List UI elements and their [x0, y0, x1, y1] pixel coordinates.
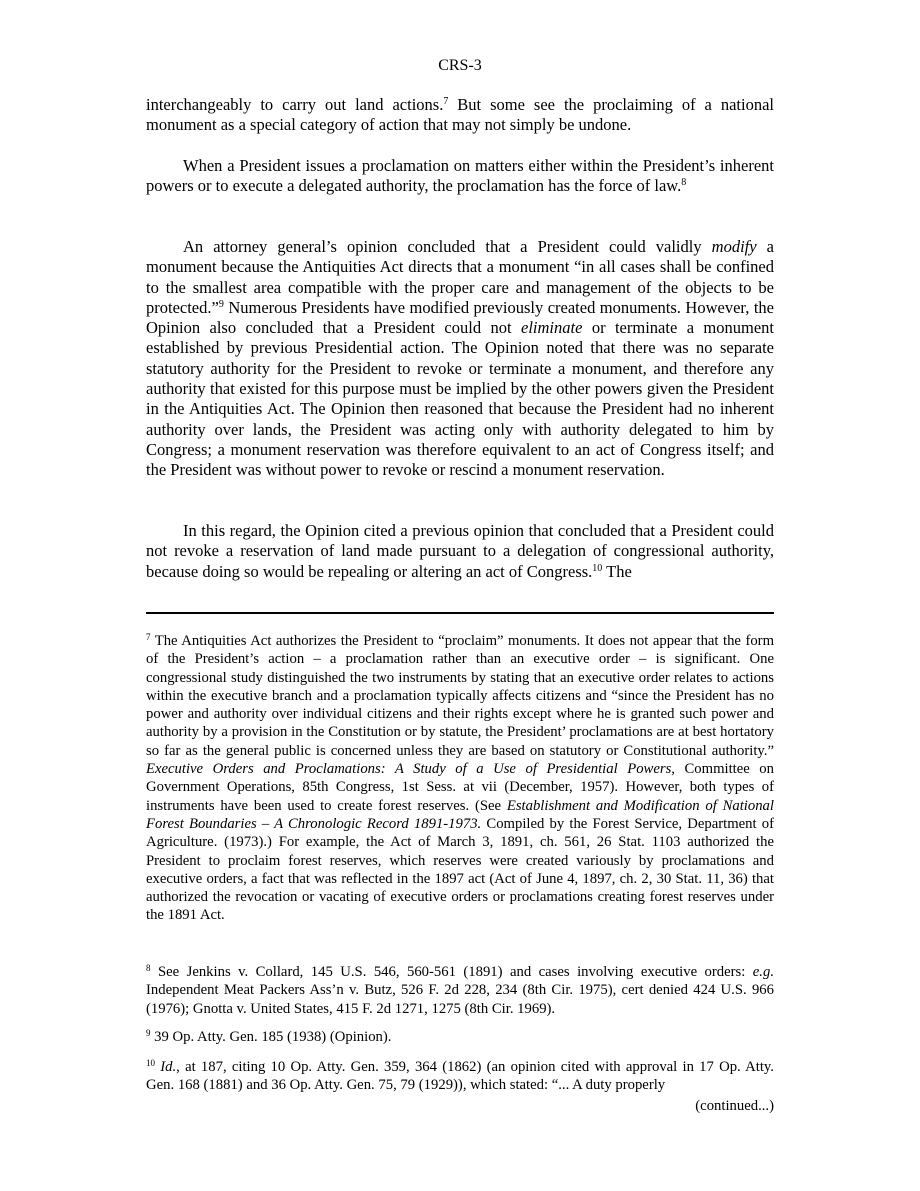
footnote-ref-10[interactable]: 10	[592, 562, 603, 574]
footnote-8	[146, 963, 774, 1018]
p1-text-a: interchangeably to carry out land actions.	[146, 95, 444, 114]
p3-text-b: a monument because the Antiquities Act directs that a monument “in all cases shall be confined to the smallest area compatible with the proper care and management of the objects to be protected.”	[146, 237, 774, 317]
footnote-10-emphasis: Id.	[155, 1059, 177, 1075]
continued-note: (continued...)	[695, 1098, 774, 1114]
footnote-8-text-b: Independent Meat Packers Ass’n v. Butz, 526 F. 2d 228, 234 (8th Cir. 1975), cert denied 424 U.S. 966 (1976); Gnotta v. United States, 415 F. 2d 1271, 1275 (8th Cir. 1969).	[146, 982, 774, 1017]
p3-text-d: or terminate a monument established by previous Presidential action. The Opinion noted that there was no separate statutory authority for the President to revoke or terminate a monument, and therefore any authority that existed for this purpose must be implied by the other powers given the President in the Antiquities Act. The Opinion then reasoned that because the President had no inherent authority over lands, the President was acting only with authority delegated to him by Congress; a monument reservation was therefore equivalent to an act of Congress itself; and the President was without power to revoke or rescind a monument reservation.	[146, 318, 775, 480]
footnote-7-text-b: , Committee on Government Operations, 85th Congress, 1st Sess. at vii (December, 1957). However, both types of instruments have been used to create forest reserves. (See	[146, 761, 774, 814]
paragraph-1	[146, 95, 774, 136]
footnote-8-number: 8	[146, 963, 151, 973]
page-header: CRS-3	[438, 57, 482, 74]
footnote-7-text-a: The Antiquities Act authorizes the President to “proclaim” monuments. It does not appear that the form of the President’s action – a proclamation rather than an executive order – is significant. One congressional study distinguished the two instruments by stating that an executive order relates to actions within the executive branch and a proclamation typically affects citizens and “since the President has no power and authority over individual citizens and their rights except where he is granted such power and authority by a provision in the Constitution or by statute, the President’ proclamations are at best hortatory so far as the general public is concerned unless they are based on statutory or Constitutional authority.”	[146, 633, 774, 759]
p1-text-b: But some see the proclaiming of a national monument as a special category of action that may not simply be undone.	[146, 95, 774, 135]
paragraph-3	[146, 237, 774, 481]
p3-text-a: An attorney general’s opinion concluded that a President could validly	[183, 237, 712, 256]
paragraph-2	[146, 156, 774, 197]
p4-text-a: In this regard, the Opinion cited a previous opinion that concluded that a President could not revoke a reservation of land made pursuant to a delegation of congressional authority, because doing so would be repealing or altering an act of Congress.	[146, 521, 774, 581]
footnote-7	[146, 632, 774, 925]
footnote-10-number: 10	[146, 1058, 155, 1068]
paragraph-4	[146, 521, 774, 582]
p3-text-c: Numerous Presidents have modified previously created monuments. However, the Opinion also concluded that a President could not	[146, 297, 774, 338]
footnote-10-text: , at 187, citing 10 Op. Atty. Gen. 359, 364 (1862) (an opinion cited with approval in 17 Op. Atty. Gen. 168 (1881) and 36 Op. Atty. Gen. 75, 79 (1929)), which stated: “... A duty properly	[146, 1059, 774, 1094]
footnote-10	[146, 1058, 774, 1095]
footnote-9-text: 39 Op. Atty. Gen. 185 (1938) (Opinion).	[150, 1029, 392, 1045]
p3-emphasis-eliminate: eliminate	[521, 318, 583, 338]
footnote-8-emphasis: e.g.	[752, 964, 774, 980]
footnote-7-title-2: Establishment and Modification of National Forest Boundaries – A Chronologic Record 1891-1973.	[146, 797, 774, 832]
footnote-7-title-1: Executive Orders and Proclamations: A Study of a Use of Presidential Powers	[146, 761, 672, 778]
footnote-divider	[146, 612, 774, 614]
footnote-ref-8[interactable]: 8	[681, 177, 687, 189]
footnote-ref-7[interactable]: 7	[443, 96, 449, 107]
footnote-8-text-a: See Jenkins v. Collard, 145 U.S. 546, 560-561 (1891) and cases involving executive orders:	[150, 964, 753, 980]
footnote-9	[146, 1028, 774, 1046]
footnote-7-text-c: Compiled by the Forest Service, Department of Agriculture. (1973).) For example, the Act of March 3, 1891, ch. 561, 26 Stat. 1103 authorized the President to proclaim forest reserves, which reserves were created variously by proclamations and executive orders, a fact that was reflected in the 1897 act (Act of June 4, 1897, ch. 2, 30 Stat. 11, 36) that authorized the revocation or vacating of executive orders or proclamations creating forest reserves under the 1891 Act.	[146, 815, 774, 924]
footnote-ref-9[interactable]: 9	[218, 298, 224, 310]
p3-emphasis-modify: modify	[711, 237, 757, 256]
p2-text: When a President issues a proclamation on matters either within the President’s inherent powers or to execute a delegated authority, the proclamation has the force of law.	[146, 156, 774, 196]
footnote-7-number: 7	[146, 632, 151, 642]
footnote-9-number: 9	[146, 1028, 151, 1038]
p4-text-b: The	[602, 561, 632, 581]
